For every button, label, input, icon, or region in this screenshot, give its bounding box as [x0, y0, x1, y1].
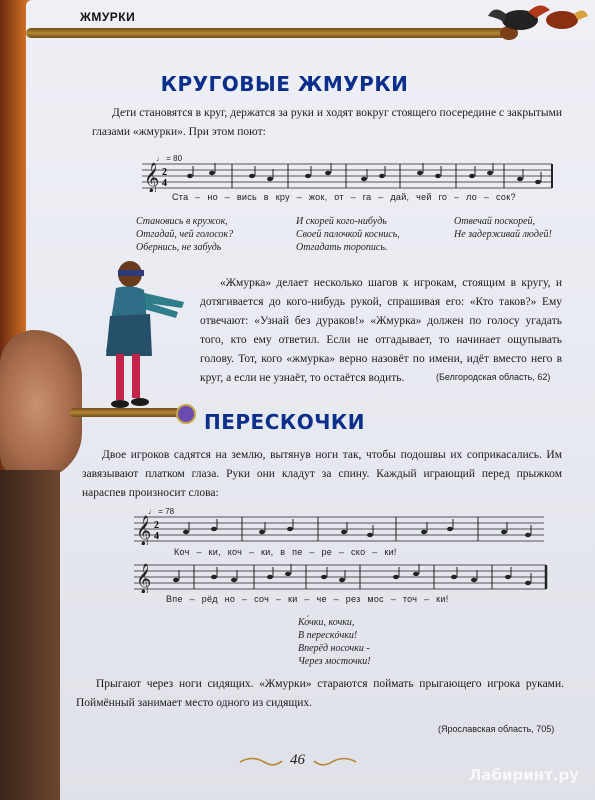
watermark-logo: Лабиринт.ру — [468, 766, 579, 784]
page-number: 46 — [290, 752, 305, 768]
game2-description-text: Прыгают через ноги сидящих. «Жмурки» стараются поймать прыгающего игрока руками. Поймённый занимает место одного из сидящих. — [76, 678, 564, 709]
verse-line: Отвечай поскорей, — [454, 216, 536, 227]
verse-line: Отгадай, чей голосок? — [136, 229, 234, 240]
game1-description-text: «Жмурка» делает несколько шагов к игрокам, стоящим в кругу, и дотягивается до кого-нибудь рукой, спрашивая его: «Кто таков?» Ему отвечают: «Узнай без дураков!» «Жмурка» должен по голосу угадать того, кто ему ответил. Если не отгадывает, то начинает ощупывать голову. Тот, кого «жмурка» верно назовёт по имени, идёт вместо него в круг, а если не узнаёт, то остаётся водить. — [200, 277, 562, 384]
game2-intro-text: Двое игроков садятся на землю, вытянув ноги так, чтобы подошвы их соприкасались. Им завязывают платком глаза. Руки они кладут за спину. Каждый играющий перед прыжком нараспев произносит слова: — [82, 449, 562, 499]
verse-line: Становись в кружок, — [136, 216, 228, 227]
verse-line: Ко́чки, кочки, — [298, 617, 355, 628]
rooster-illustration — [480, 0, 590, 40]
game2-music-staff-2 — [134, 563, 550, 593]
verse-line: И скорей кого-нибудь — [296, 216, 387, 227]
page-ornament-right — [312, 755, 358, 769]
game2-notes-2 — [173, 564, 531, 589]
game1-title: КРУГОВЫЕ ЖМУРКИ — [160, 72, 409, 96]
treble-clef-icon: 𝄞 — [136, 516, 152, 545]
verse-line: Через мосточки! — [298, 656, 371, 667]
time-sig-bottom: 4 — [154, 531, 159, 542]
verse-line: Своей палочкой коснись, — [296, 229, 400, 240]
game2-tempo: ♩ = 78 — [148, 507, 175, 516]
holding-hand-arm — [0, 470, 60, 800]
game2-music-staff-1 — [134, 515, 550, 545]
game1-lyrics: Ста – но – вись в кру – жок, от – га – дай, чей го – ло – сок? — [172, 192, 516, 202]
game1-intro-text: Дети становятся в круг, держатся за руки и ходят вокруг стоящего посередине с закрытыми глазами «жмурки». При этом поют: — [92, 107, 562, 138]
holding-hand — [0, 330, 82, 480]
game2-source: (Ярославская область, 705) — [438, 724, 555, 734]
treble-clef-icon: 𝄞 — [136, 564, 152, 593]
game2-title: ПЕРЕСКОЧКИ — [204, 410, 365, 434]
game2-description — [76, 675, 564, 713]
verse-line: Не задерживай людей! — [454, 229, 552, 240]
game1-notes — [187, 163, 541, 188]
game2-intro — [82, 446, 562, 503]
game1-source: (Белгородская область, 62) — [436, 372, 551, 382]
game1-music-staff — [142, 162, 556, 192]
verse-line: Обернись, не забудь — [136, 242, 222, 253]
game2-lyrics-line2: Впе – рёд но – соч – ки – че – рез мос – точ – ки! — [166, 594, 449, 604]
header-ornament-bar — [26, 28, 506, 38]
game1-verse-col2 — [296, 215, 400, 254]
section-header: ЖМУРКИ — [80, 10, 136, 24]
verse-line: Вперёд носочки - — [298, 643, 370, 654]
game1-verse-col3 — [454, 215, 552, 241]
game1-verse-col1 — [136, 215, 233, 254]
game2-verse — [298, 616, 371, 668]
game1-tempo: ♩ = 80 — [156, 154, 183, 163]
blindfolded-child-illustration — [96, 256, 196, 412]
verse-line: В перескóчки! — [298, 630, 358, 641]
time-sig-bottom: 4 — [162, 178, 167, 189]
time-sig-top: 2 — [162, 167, 167, 178]
verse-line: Отгадать торопись. — [296, 242, 388, 253]
game1-description — [200, 274, 562, 388]
treble-clef-icon: 𝄞 — [144, 163, 160, 192]
time-sig-top: 2 — [154, 520, 159, 531]
game1-intro — [92, 104, 562, 142]
game2-lyrics-line1: Коч – ки, коч – ки, в пе – ре – ско – ки! — [174, 547, 397, 557]
